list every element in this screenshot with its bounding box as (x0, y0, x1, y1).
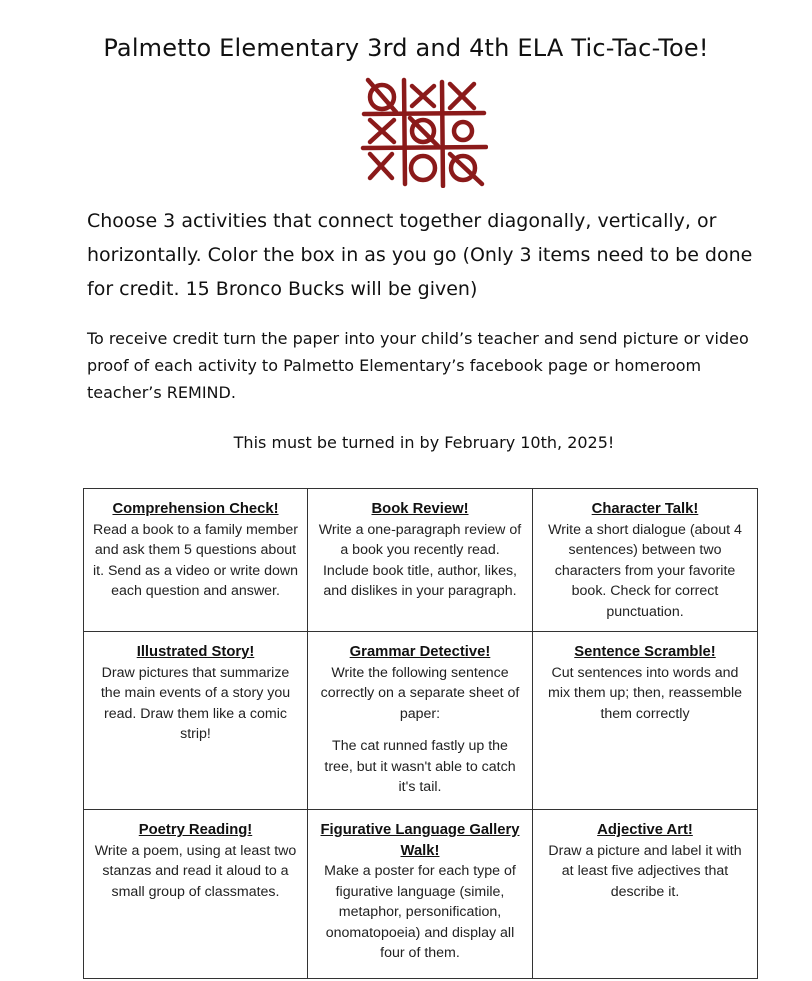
board-row (84, 632, 758, 810)
board-cell[interactable] (308, 632, 533, 810)
board-cell[interactable] (84, 810, 308, 979)
board-cell[interactable] (308, 810, 533, 979)
board-cell[interactable] (533, 632, 758, 810)
activity-title: Illustrated Story! (136, 644, 255, 660)
activity-description: Write a short dialogue (about 4 sentences) between two characters from your favorite book. Check for correct punctuation. (548, 521, 742, 620)
activity-description: Draw pictures that summarize the main events of a story you read. Draw them like a comic strip! (100, 664, 291, 742)
activity-description: Write a poem, using at least two stanzas and read it aloud to a small group of classmates. (94, 842, 297, 900)
credit-note: To receive credit turn the paper into your child’s teacher and send picture or video proof of each activity to Palmetto Elementary’s facebook page or homeroom teacher’s REMIND. (87, 329, 749, 402)
activity-description: Cut sentences into words and mix them up; then, reassemble them correctly (548, 664, 742, 722)
tic-tac-toe-logo-icon (360, 76, 488, 188)
board-cell[interactable] (308, 489, 533, 632)
activity-title: Figurative Language Gallery Walk! (320, 822, 520, 859)
instructions-text: Choose 3 activities that connect together diagonally, vertically, or horizontally. Color the box in as you go (Only 3 items need to be done for credit. 15 Bronco Bucks will be given) (87, 210, 753, 300)
deadline-text: This must be turned in by February 10th, 2025! (233, 433, 615, 452)
board-cell[interactable] (84, 489, 308, 632)
board-row (84, 810, 758, 979)
activity-description: Write the following sentence correctly on a separate sheet of paper: (320, 664, 520, 722)
board-row (84, 489, 758, 632)
tic-tac-toe-board (83, 488, 758, 979)
activity-description: Write a one-paragraph review of a book you recently read. Include book title, author, likes, and dislikes in your paragraph. (318, 521, 522, 599)
activity-title: Poetry Reading! (138, 822, 253, 838)
activity-title: Grammar Detective! (349, 644, 491, 660)
activity-description: Make a poster for each type of figurative language (simile, metaphor, personification, onomatopoeia) and display all four of them. (324, 863, 516, 961)
board-cell[interactable] (533, 489, 758, 632)
activity-title: Sentence Scramble! (574, 644, 716, 660)
activity-title: Adjective Art! (597, 822, 693, 838)
board-cell[interactable] (533, 810, 758, 979)
activity-title: Comprehension Check! (112, 501, 279, 517)
activity-title: Book Review! (371, 501, 469, 517)
board-cell[interactable] (84, 632, 308, 810)
page-title: Palmetto Elementary 3rd and 4th ELA Tic-Tac-Toe! (103, 34, 709, 62)
activity-description: Draw a picture and label it with at least five adjectives that describe it. (548, 842, 742, 900)
activity-title: Character Talk! (591, 501, 699, 517)
activity-description: Read a book to a family member and ask them 5 questions about it. Send as a video or write down each question and answer. (92, 521, 299, 599)
example-sentence: The cat runned fastly up the tree, but it wasn't able to catch it's tail. (324, 738, 516, 795)
